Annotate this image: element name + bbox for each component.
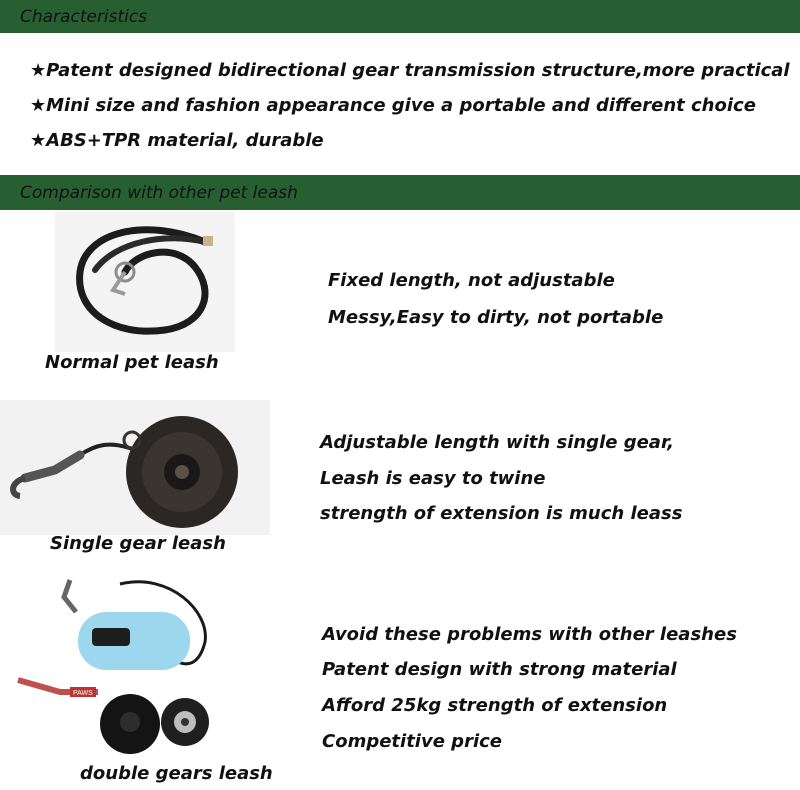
normal-leash-photo xyxy=(55,212,235,352)
single-gear-leash-photo xyxy=(0,400,270,535)
double-gears-leash-desc-1: Avoid these problems with other leashes xyxy=(322,624,737,645)
single-gear-leash-desc-1: Adjustable length with single gear, xyxy=(320,432,675,453)
feature-item-3: ★ABS+TPR material, durable xyxy=(30,130,324,151)
comparison-header xyxy=(0,175,800,210)
double-gears-leash-desc-2: Patent design with strong material xyxy=(322,659,677,680)
feature-item-2: ★Mini size and fashion appearance give a portable and different choice xyxy=(30,95,756,116)
single-gear-leash-desc-2: Leash is easy to twine xyxy=(320,468,546,489)
comparison-heading: Comparison with other pet leash xyxy=(20,182,298,203)
single-gear-leash-caption: Single gear leash xyxy=(50,533,226,554)
double-gears-leash-desc-4: Competitive price xyxy=(322,731,502,752)
double-gears-leash-caption: double gears leash xyxy=(80,763,273,784)
characteristics-header xyxy=(0,0,800,33)
characteristics-heading: Characteristics xyxy=(20,6,148,27)
product-tag: PAWS xyxy=(73,690,93,697)
normal-leash-desc-1: Fixed length, not adjustable xyxy=(328,270,615,291)
double-gears-leash-photo xyxy=(0,572,240,762)
single-gear-leash-desc-3: strength of extension is much leass xyxy=(320,503,683,524)
normal-leash-desc-2: Messy,Easy to dirty, not portable xyxy=(328,307,664,328)
feature-item-1: ★Patent designed bidirectional gear transmission structure,more practical xyxy=(30,60,790,81)
double-gears-leash-desc-3: Afford 25kg strength of extension xyxy=(322,695,668,716)
normal-leash-caption: Normal pet leash xyxy=(45,352,219,373)
